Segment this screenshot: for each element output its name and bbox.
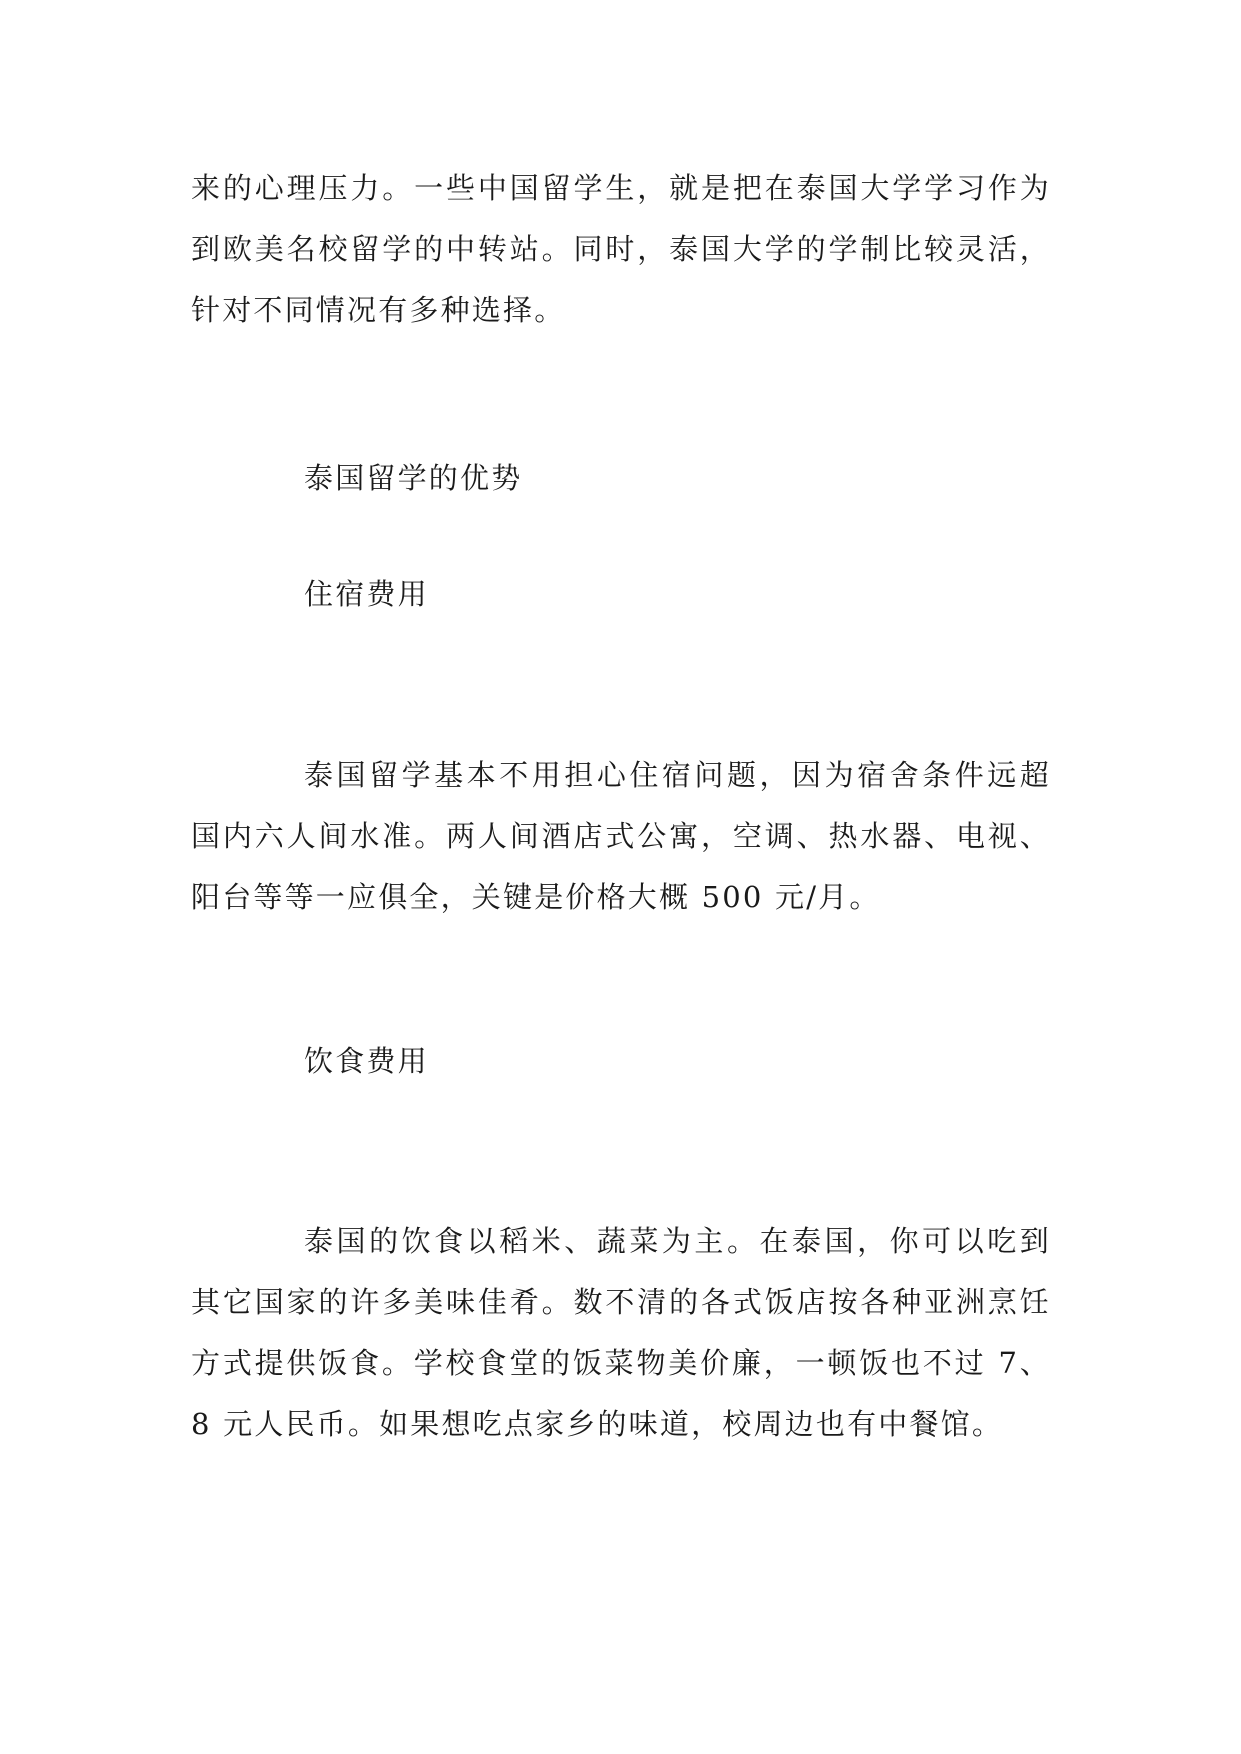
section-heading-advantages: 泰国留学的优势 [304, 461, 523, 495]
subheading-housing-costs: 住宿费用 [304, 577, 429, 611]
body-paragraph-housing: 泰国留学基本不用担心住宿问题，因为宿舍条件远超国内六人间水准。两人间酒店式公寓，空调、热水器、电视、阳台等等一应俱全，关键是价格大概 500 元/月。 [191, 758, 1051, 914]
body-paragraph-intro: 来的心理压力。一些中国留学生，就是把在泰国大学学习作为到欧美名校留学的中转站。同时，泰国大学的学制比较灵活，针对不同情况有多种选择。 [191, 171, 1051, 327]
body-paragraph-food: 泰国的饮食以稻米、蔬菜为主。在泰国，你可以吃到其它国家的许多美味佳肴。数不清的各式饭店按各种亚洲烹饪方式提供饭食。学校食堂的饭菜物美价廉，一顿饭也不过 7、8 元人民币。如果想吃点家乡的味道，校周边也有中餐馆。 [191, 1224, 1051, 1441]
subheading-food-costs: 饮食费用 [304, 1044, 429, 1078]
